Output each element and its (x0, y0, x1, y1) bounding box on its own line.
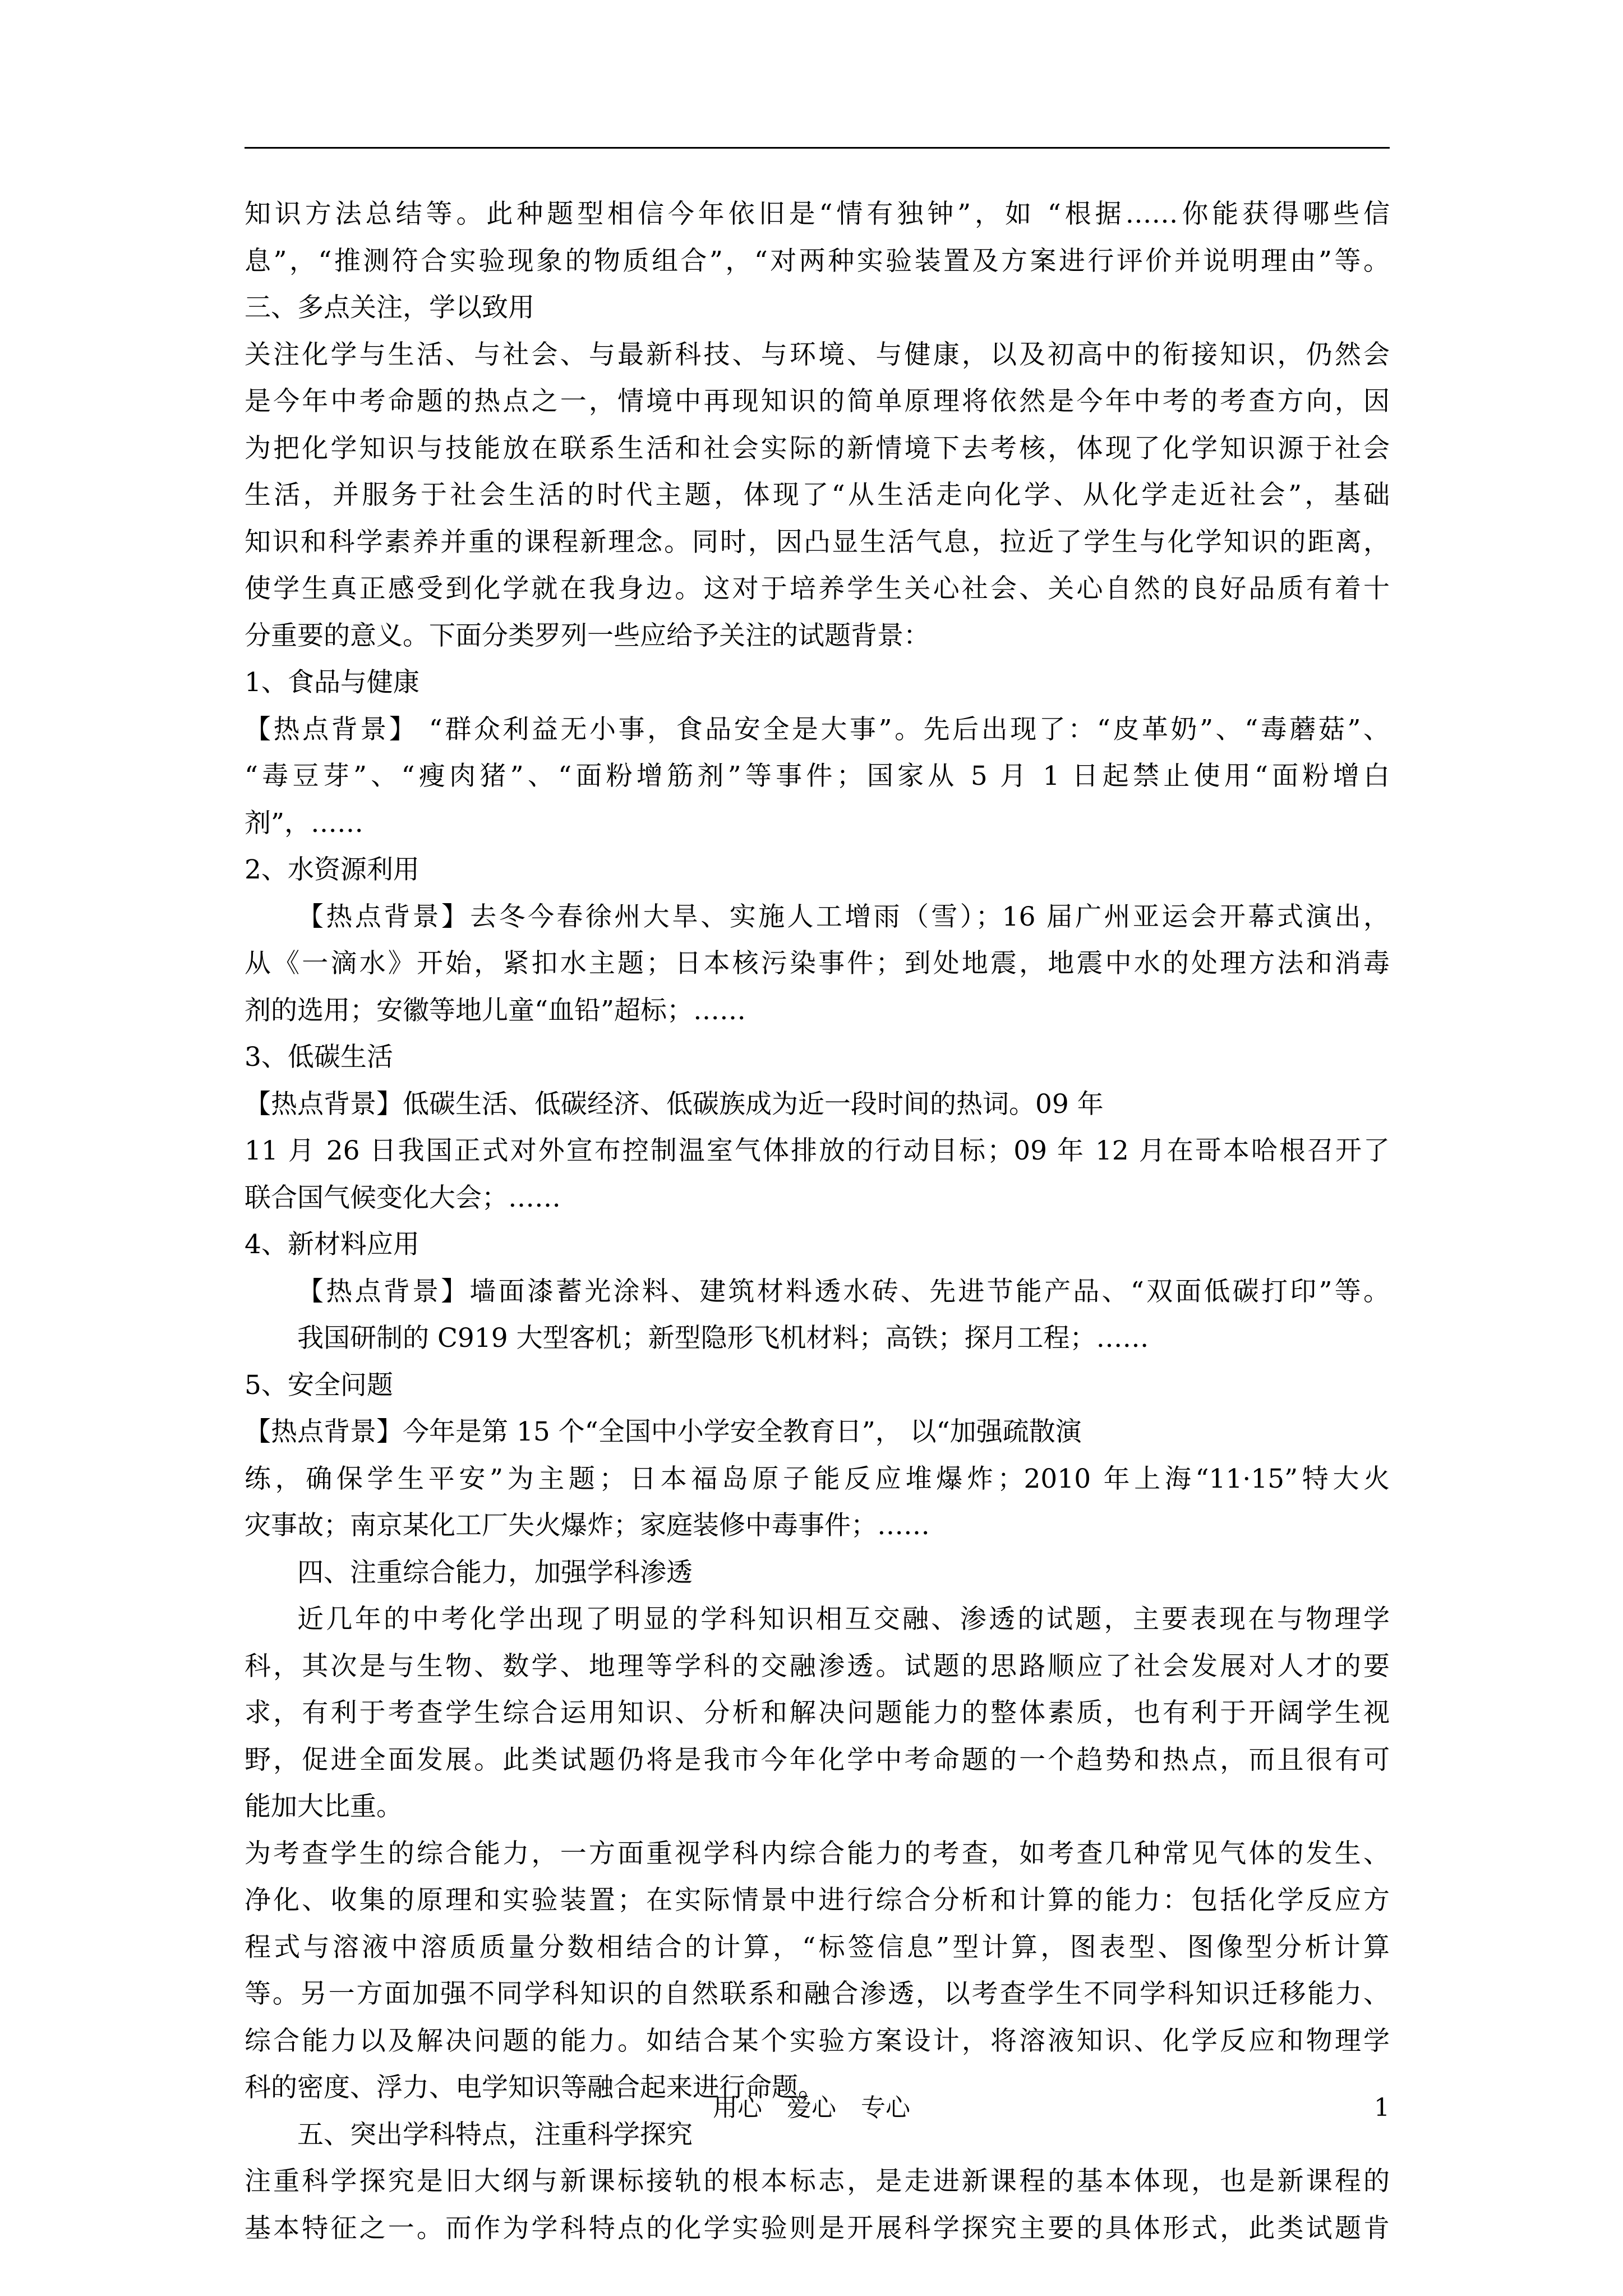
text-line: 是今年中考命题的热点之一，情境中再现知识的简单原理将依然是今年中考的考查方向，因 (245, 386, 1390, 417)
text-line: 知识方法总结等。此种题型相信今年依旧是“情有独钟”，如 “根据……你能获得哪些信 (245, 199, 1390, 229)
text-line: 我国研制的 C919 大型客机；新型隐形飞机材料；高铁；探月工程；…… (297, 1323, 1149, 1354)
text-line: 五、突出学科特点，注重科学探究 (297, 2119, 693, 2150)
text-line: 灾事故；南京某化工厂失火爆炸；家庭装修中毒事件；…… (245, 1510, 930, 1541)
text-line: 四、注重综合能力，加强学科渗透 (297, 1557, 693, 1588)
footer-slogan: 用心 爱心 专心 (713, 2093, 910, 2122)
text-line: 知识和科学素养并重的课程新理念。同时，因凸显生活气息，拉近了学生与化学知识的距离， (245, 526, 1390, 558)
text-line: 【热点背景】 “群众利益无小事，食品安全是大事”。先后出现了：“皮革奶”、“毒蘑菇”、 (245, 714, 1390, 745)
text-line: 科，其次是与生物、数学、地理等学科的交融渗透。试题的思路顺应了社会发展对人才的要 (245, 1650, 1390, 1682)
text-line: 为把化学知识与技能放在联系生活和社会实际的新情境下去考核，体现了化学知识源于社会 (245, 432, 1390, 464)
text-line: 【热点背景】低碳生活、低碳经济、低碳族成为近一段时间的热词。09 年 (245, 1088, 1104, 1120)
text-line: 联合国气候变化大会；…… (245, 1182, 561, 1213)
text-line: 【热点背景】今年是第 15 个“全国中小学安全教育日”， 以“加强疏散演 (245, 1416, 1082, 1447)
text-line: 为考查学生的综合能力，一方面重视学科内综合能力的考查，如考查几种常见气体的发生、 (245, 1838, 1390, 1869)
text-line: 3、低碳生活 (245, 1042, 393, 1073)
text-line: 关注化学与生活、与社会、与最新科技、与环境、与健康，以及初高中的衔接知识，仍然会 (245, 339, 1390, 370)
text-line: 【热点背景】去冬今春徐州大旱、实施人工增雨（雪）；16 届广州亚运会开幕式演出， (297, 901, 1390, 932)
text-line: 程式与溶液中溶质质量分数相结合的计算，“标签信息”型计算，图表型、图像型分析计算 (245, 1931, 1390, 1963)
text-line: 2、水资源利用 (245, 854, 419, 885)
text-line: 剂”，…… (245, 807, 364, 839)
text-line: 三、多点关注，学以致用 (245, 292, 534, 323)
header-rule (245, 147, 1390, 149)
text-line: 11 月 26 日我国正式对外宣布控制温室气体排放的行动目标；09 年 12 月在哥本哈根召开了 (245, 1135, 1390, 1166)
text-line: 分重要的意义。下面分类罗列一些应给予关注的试题背景： (245, 620, 930, 651)
text-line: 科的密度、浮力、电学知识等融合起来进行命题。 (245, 2072, 824, 2103)
text-line: 等。另一方面加强不同学科知识的自然联系和融合渗透，以考查学生不同学科知识迁移能力、 (245, 1978, 1390, 2009)
text-line: 1、食品与健康 (245, 667, 419, 698)
text-line: 净化、收集的原理和实验装置；在实际情景中进行综合分析和计算的能力：包括化学反应方 (245, 1885, 1390, 1916)
text-line: 基本特征之一。而作为学科特点的化学实验则是开展科学探究主要的具体形式，此类试题肯 (245, 2212, 1390, 2244)
text-line: 【热点背景】墙面漆蓄光涂料、建筑材料透水砖、先进节能产品、“双面低碳打印”等。 (297, 1276, 1390, 1307)
text-line: 能加大比重。 (245, 1791, 403, 1822)
text-line: 剂的选用；安徽等地儿童“血铅”超标；…… (245, 995, 746, 1026)
text-line: 注重科学探究是旧大纲与新课标接轨的根本标志，是走进新课程的基本体现，也是新课程的 (245, 2166, 1390, 2197)
body-text (245, 191, 1390, 2252)
text-line: 4、新材料应用 (245, 1229, 419, 1260)
page-number: 1 (1374, 2093, 1390, 2122)
text-line: 生活，并服务于社会生活的时代主题，体现了“从生活走向化学、从化学走近社会”，基础 (245, 480, 1390, 510)
text-line: 练，确保学生平安”为主题；日本福岛原子能反应堆爆炸；2010 年上海“11·15”特大火 (245, 1463, 1390, 1494)
text-line: 近几年的中考化学出现了明显的学科知识相互交融、渗透的试题，主要表现在与物理学 (297, 1604, 1390, 1635)
text-line: 5、安全问题 (245, 1369, 393, 1401)
text-line: “毒豆芽”、“瘦肉猪”、“面粉增筋剂”等事件；国家从 5 月 1 日起禁止使用“面粉增白 (245, 761, 1390, 792)
text-line: 综合能力以及解决问题的能力。如结合某个实验方案设计，将溶液知识、化学反应和物理学 (245, 2025, 1390, 2056)
text-line: 从《一滴水》开始，紧扣水主题；日本核污染事件；到处地震，地震中水的处理方法和消毒 (245, 948, 1390, 979)
text-line: 息”，“推测符合实验现象的物质组合”，“对两种实验装置及方案进行评价并说明理由”等。 (245, 245, 1390, 277)
text-line: 野，促进全面发展。此类试题仍将是我市今年化学中考命题的一个趋势和热点，而且很有可 (245, 1744, 1390, 1775)
text-line: 求，有利于考查学生综合运用知识、分析和解决问题能力的整体素质，也有利于开阔学生视 (245, 1697, 1390, 1728)
text-line: 使学生真正感受到化学就在我身边。这对于培养学生关心社会、关心自然的良好品质有着十 (245, 573, 1390, 604)
